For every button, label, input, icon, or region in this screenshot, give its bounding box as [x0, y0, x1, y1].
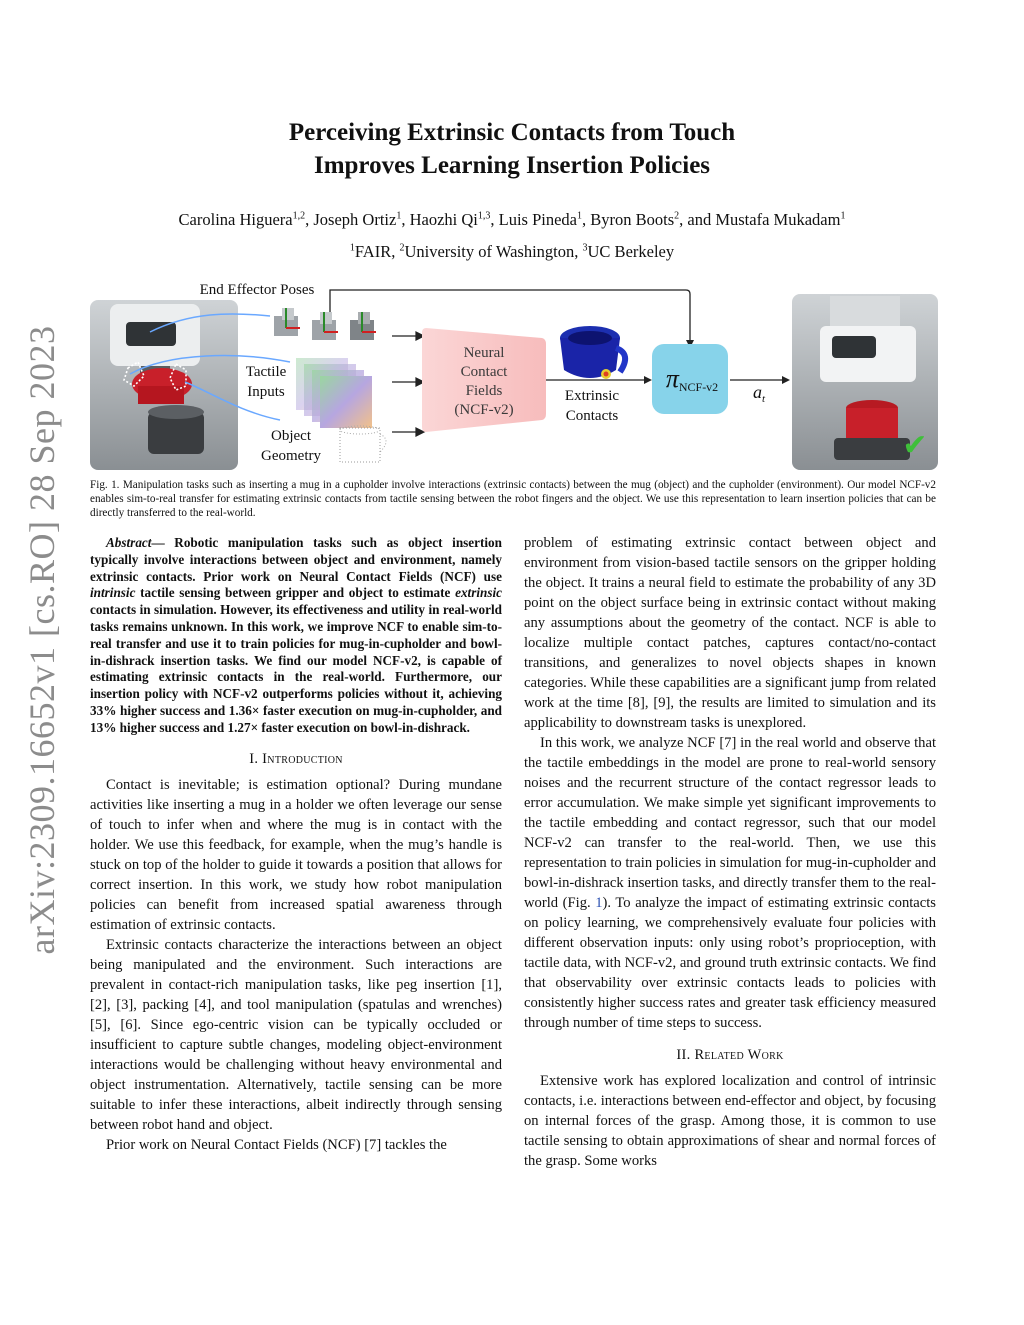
- figure-ref-link[interactable]: 1: [595, 895, 603, 911]
- arxiv-id: arXiv:2309.16652v1 [cs.RO] 28 Sep 2023: [22, 325, 62, 955]
- figure-1: [90, 282, 938, 472]
- extrinsic-contact-mug-render: [560, 326, 625, 379]
- author-name: , Joseph Ortiz: [305, 210, 397, 229]
- intro-paragraph-3: Prior work on Neural Contact Fields (NCF) [7] tackles the: [106, 1136, 447, 1153]
- author-affil-mark: 1: [396, 210, 402, 222]
- label-action: $a_t$: [752, 382, 766, 405]
- section-2-heading: II. Related Work: [676, 1047, 784, 1063]
- title-line-1: Perceiving Extrinsic Contacts from Touch: [288, 119, 736, 146]
- label-ncf: Neural Contact Fields (NCF-v2): [454, 345, 514, 418]
- label-end-effector-poses: End Effector Poses: [199, 282, 315, 298]
- label-policy: $\pi_{NCF-v2}$: [665, 364, 719, 394]
- figure-1-caption: Fig. 1. Manipulation tasks such as inserting a mug in a cupholder involve interactions (extrinsic contacts) between the mug (object) and the cupholder (environment). Our model NCF-v2 enables sim-to-real transfer for estimating extrinsic contacts from tactile sensing between the robot fingers and the object. We use this representation to learn insertion policies that can be directly transferred to the real-world.: [90, 479, 936, 519]
- input-arrows: [392, 332, 424, 436]
- section-1-heading: I. Introduction: [249, 750, 343, 767]
- tactile-image-stack: [296, 358, 372, 428]
- author-affil-mark: 1: [577, 210, 582, 222]
- right-paragraph-2: In this work, we analyze NCF [7] in the real world and observe that the tactile embeddings in the model are prone to real-world sensory noises and the recurrent structure of the contact regressor leads to error accumulation. We make simple yet significant improvements to the tactile embedding and contact regressor, such that our model NCF-v2 can transfer to the real-world. Then, we use this representation to train policies in simulation for mug-in-cupholder and bowl-in-dishrack insertion tasks, and directly transfer them to the real-world (Fig. 1). To analyze the impact of estimating extrinsic contacts on policy learning, we comprehensively evaluate four policies with different observation inputs: only using robot’s proprioception, with tactile data, with NCF-v2, and ground truth extrinsic contacts. We find that observability over extrinsic contacts leads to policies with consistently higher success rates and greater task efficiency measured through number of time steps to success.: [524, 735, 936, 1031]
- author-list: [0, 210, 1024, 230]
- paper-title: [0, 116, 1024, 182]
- affil-mark: 2: [399, 242, 405, 254]
- author-name: , and Mustafa Mukadam: [679, 210, 841, 229]
- right-column: [524, 533, 936, 1171]
- intro-paragraph-2: Extrinsic contacts characterize the interactions between an object being manipulated and the environment. Such interactions are prevalent in contact-rich manipulation tasks, like peg insertion [1], [2], [3], packing [4], and tool manipulation (spatulas and wrenches) [5], [6]. Since ego-centric vision can be typically occluded or insufficient to capture subtle changes, modeling object-environment interactions would be challenging without heavy environmental and object instrumentation. Alternatively, tactile sensing can be more suitable to infer these interactions, albeit indirectly through sensing between robot hand and object.: [90, 936, 502, 1133]
- author-affil-mark: 1,2: [292, 210, 306, 222]
- author-affil-mark: 1,3: [477, 210, 491, 222]
- end-effector-cubes: [274, 308, 376, 340]
- pose-to-policy-line: [330, 290, 690, 342]
- label-extrinsic-contacts: Extrinsic Contacts: [564, 388, 620, 424]
- object-geometry-pointcloud: [340, 426, 386, 462]
- left-column: [90, 535, 502, 1155]
- author-affil-mark: 2: [674, 210, 680, 222]
- title-line-2: Improves Learning Insertion Policies: [313, 152, 711, 179]
- author-name: , Haozhi Qi: [401, 210, 478, 229]
- affil-name: University of Washington,: [404, 242, 583, 261]
- arxiv-sidebar-stamp: [18, 0, 66, 1325]
- right-paragraph-1: problem of estimating extrinsic contact between object and environment from vision-based tactile sensors on the gripper holding the object. It trains a neural field to estimate the probability of any 3D point on the object surface being in extrinsic contact without making any assumptions about the geometry of the contact. NCF is able to localize multiple contact patches, captures contact/no-contact transitions, and generalizes to novel objects shapes in known categories. While these capabilities are a significant jump from related work at the time [8], [9], the results are limited to simulation and its applicability to downstream tasks is unexplored.: [524, 535, 936, 731]
- abstract: Abstract— Robotic manipulation tasks such as object insertion typically involve interactions between object and environment, namely extrinsic contacts. Prior work on Neural Contact Fields (NCF) use intrinsic tactile sensing between gripper and object to estimate extrinsic contacts in simulation. However, its effectiveness and utility in real-world tasks remains unknown. In this work, we improve NCF to enable sim-to-real transfer and use it to train policies for mug-in-cupholder and bowl-in-dishrack insertion tasks. We find our model NCF-v2, is capable of estimating extrinsic contacts in the real-world. Furthermore, our insertion policy with NCF-v2 outperforms policies without it, achieving 33% higher success and 1.36× faster execution on mug-in-cupholder, and 13% higher success and 1.27× faster execution on bowl-in-dishrack.: [90, 535, 502, 735]
- author-name: Carolina Higuera: [178, 210, 293, 229]
- affil-mark: 1: [349, 242, 355, 254]
- author-name: , Byron Boots: [582, 210, 675, 229]
- author-affil-mark: 1: [840, 210, 846, 222]
- related-paragraph-1: Extensive work has explored localization and control of intrinsic contacts, i.e. interactions between end-effector and object, by focusing on internal forces of the grasp. Among those, it is common to use tactile sensing to obtain approximations of shear and normal forces of the grasp. Some works: [524, 1073, 936, 1169]
- affiliations: [0, 242, 1024, 262]
- label-tactile-inputs: Tactile Inputs: [245, 364, 287, 400]
- author-name: , Luis Pineda: [490, 210, 577, 229]
- affil-mark: 3: [582, 242, 588, 254]
- label-object-geometry: Object Geometry: [261, 428, 321, 464]
- success-check-icon: ✔: [902, 428, 928, 463]
- affil-name: UC Berkeley: [587, 242, 675, 261]
- affil-name: FAIR,: [354, 242, 400, 261]
- intro-paragraph-1: Contact is inevitable; is estimation optional? During mundane activities like inserting a mug in a holder we often leverage our sense of touch to infer when and where the mug is in contact with the holder. We use this feedback, for example, when the mug’s handle is stuck on top of the holder to guide it towards a position that allows for correct insertion. In this work, we study how robot manipulation policies can benefit from increased spatial awareness through estimation of extrinsic contacts.: [90, 776, 502, 933]
